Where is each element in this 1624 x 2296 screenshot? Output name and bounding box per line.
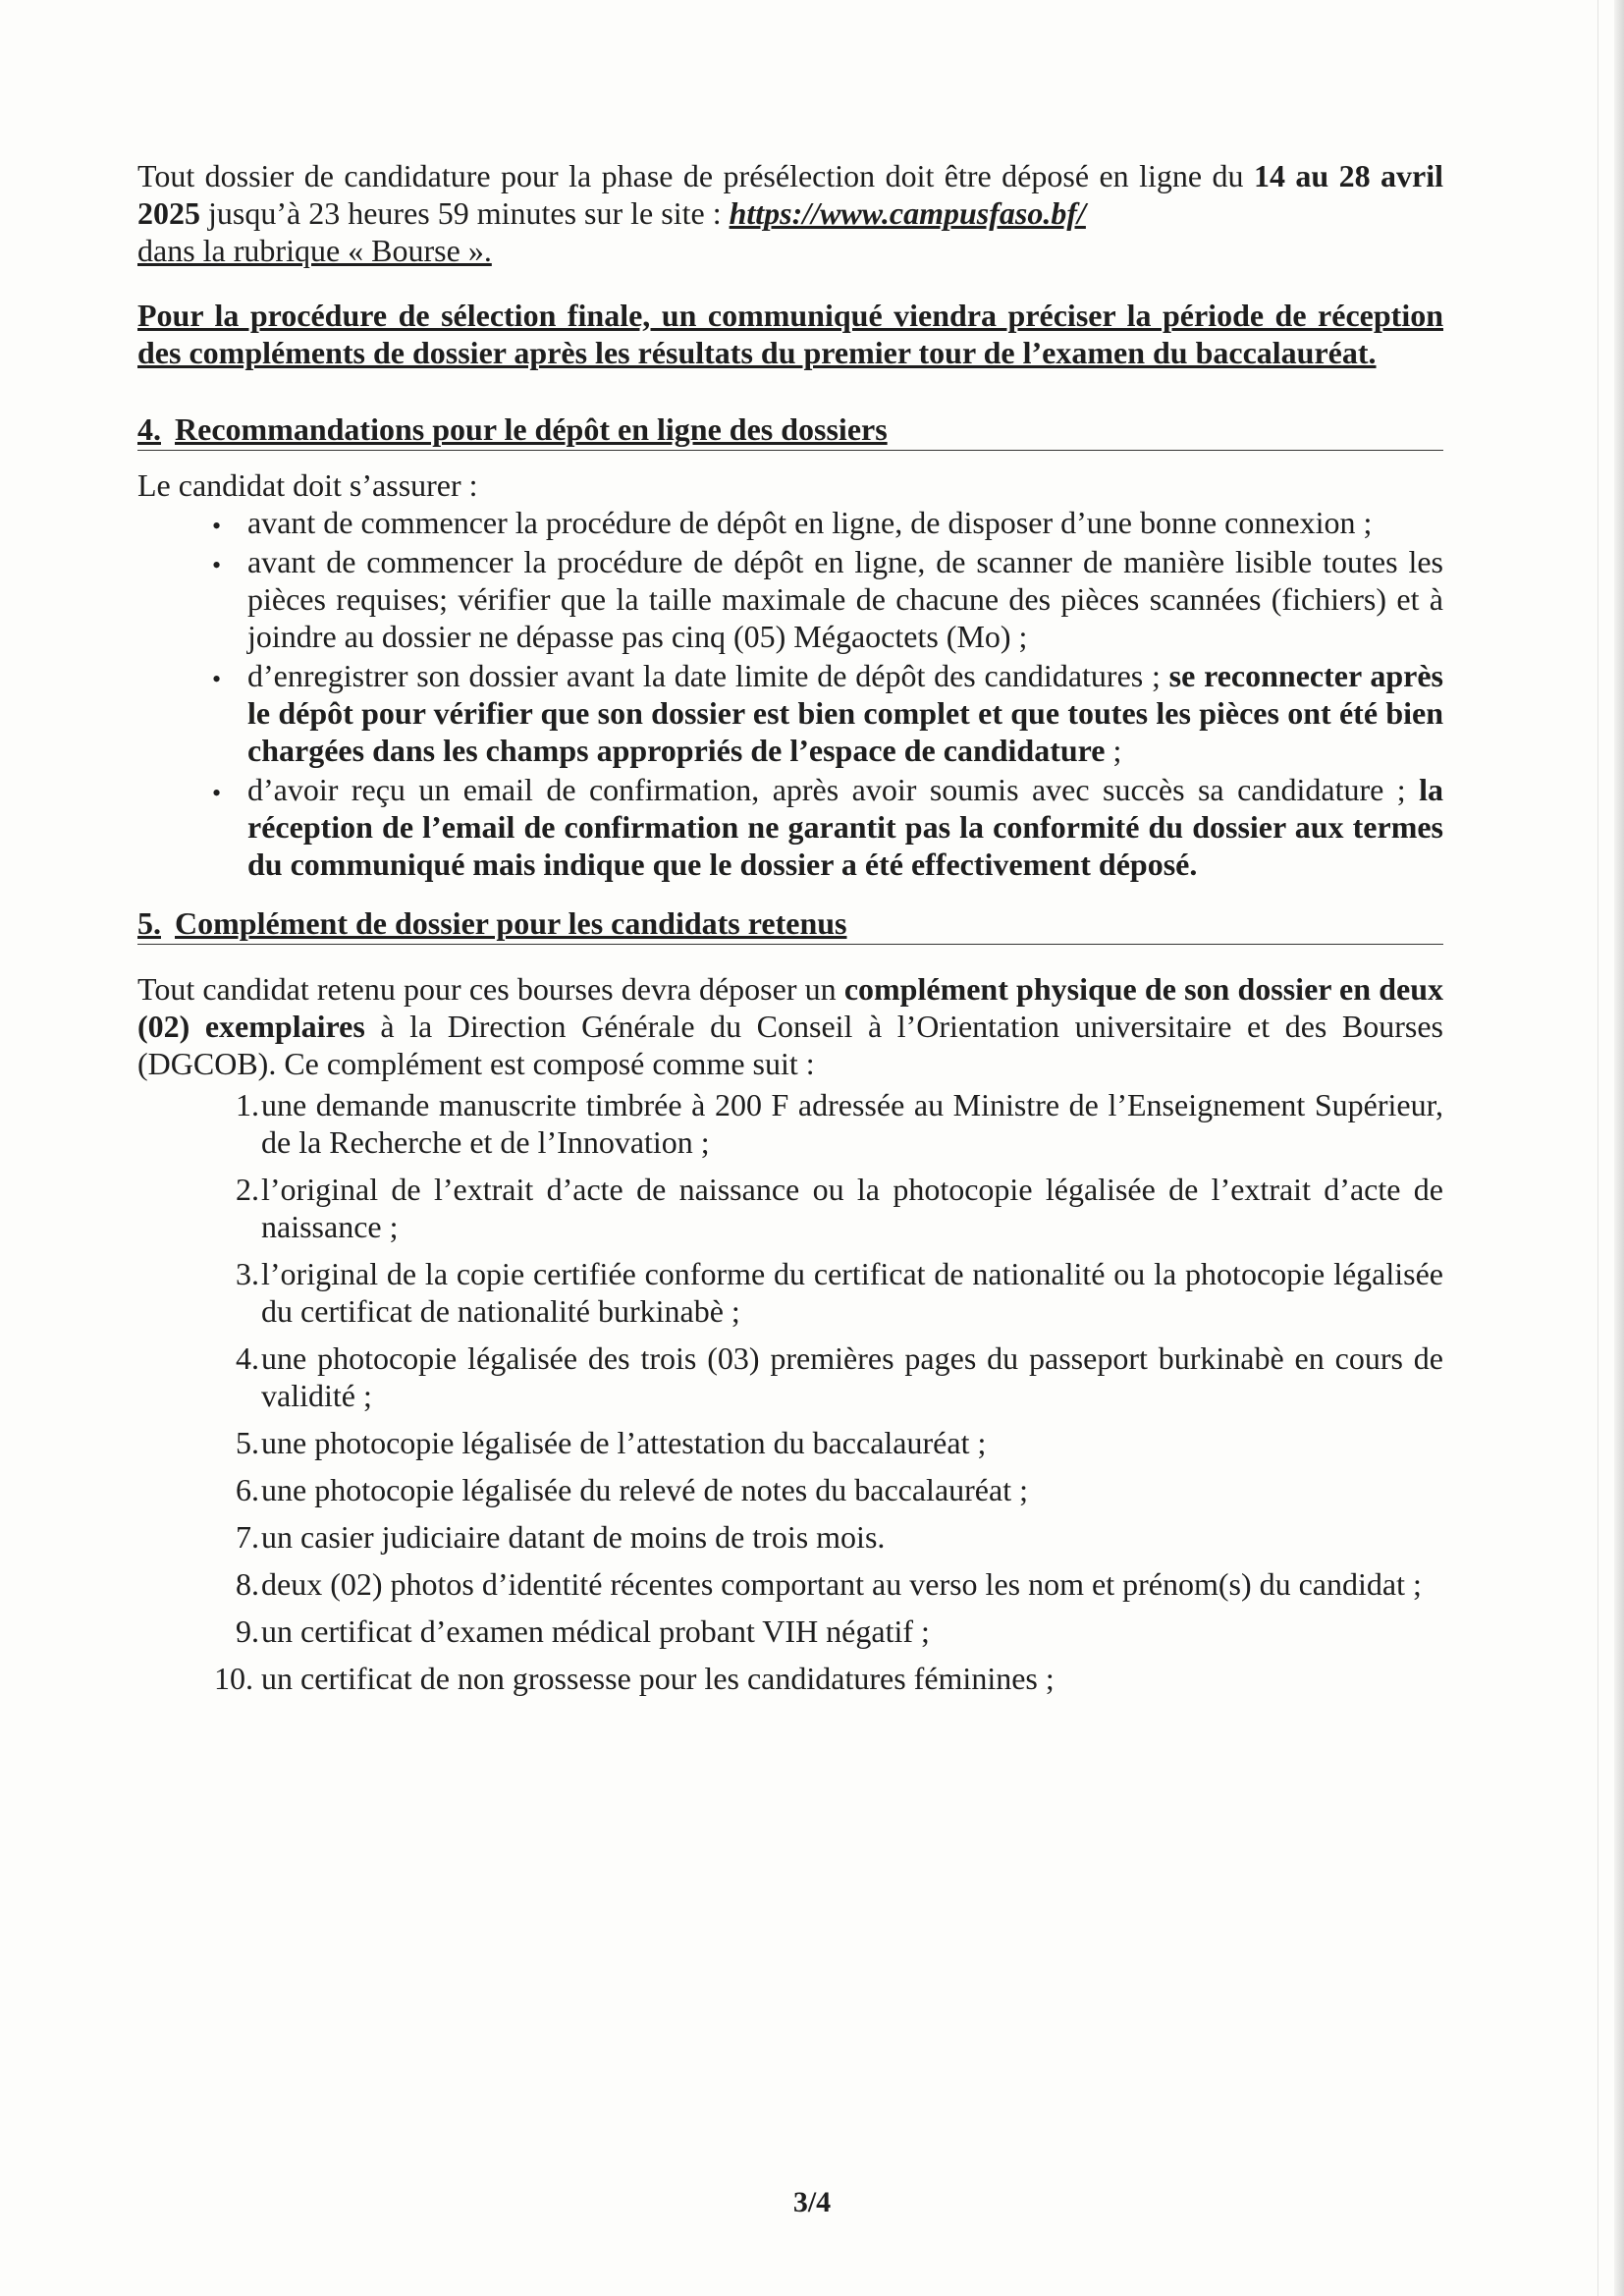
intro-paragraph [137,157,1443,269]
intro-text-2: jusqu’à 23 heures 59 minutes sur le site : [200,195,730,231]
item-number: 1. [236,1087,259,1122]
item-text: un certificat de non grossesse pour les candidatures féminines ; [261,1661,1055,1696]
final-selection-notice: Pour la procédure de sélection finale, un communiqué viendra préciser la période de réception des compléments de dossier après les résultats du premier tour de l’examen du baccalauréat. [137,298,1443,370]
section-4-heading [137,410,1443,451]
section-4-number: 4. [137,411,161,447]
list-item [220,1471,1443,1508]
scan-edge-shadow [1614,0,1624,2296]
section-5-bold: complément physique de son dossier en deux (02) exemplaires [137,971,1444,1044]
bullet-3-end: ; [1105,733,1122,768]
list-item [196,771,1443,883]
item-text: l’original de l’extrait d’acte de naissance ou la photocopie légalisée de l’extrait d’acte de naissance ; [261,1172,1443,1244]
bullet-2-text: avant de commencer la procédure de dépôt en ligne, de scanner de manière lisible toutes les pièces requises; vérifier que la taille maximale de chacune des pièces scannées (fichiers) et à joindre au dossier ne dépasse pas cinq (05) Mégaoctets (Mo) ; [247,544,1443,654]
bullet-3-bold: se reconnecter après le dépôt pour vérifier que son dossier est bien complet et que toutes les pièces ont été bien chargées dans les champs appropriés de l’espace de candidature [247,658,1444,768]
item-number: 3. [236,1256,259,1291]
intro-text-3: dans la rubrique « Bourse ». [137,233,492,268]
bullet-1-text: avant de commencer la procédure de dépôt en ligne, de disposer d’une bonne connexion ; [247,505,1373,540]
item-number: 6. [236,1472,259,1507]
section-5-paragraph [137,970,1443,1082]
list-item [220,1424,1443,1461]
bullet-icon: • [212,512,222,540]
item-text: une photocopie légalisée des trois (03) premières pages du passeport burkinabè en cours de validité ; [261,1340,1443,1413]
item-text: deux (02) photos d’identité récentes comportant au verso les nom et prénom(s) du candidat ; [261,1566,1422,1602]
list-item [220,1255,1443,1330]
item-number: 10. [214,1661,253,1696]
item-number: 2. [236,1172,259,1207]
intro-dates: 14 au 28 avril 2025 [137,158,1444,231]
intro-text-1: Tout dossier de candidature pour la phase de présélection doit être déposé en ligne du [137,158,1254,193]
item-number: 9. [236,1613,259,1649]
section-5-text-1: Tout candidat retenu pour ces bourses devra déposer un [137,971,844,1007]
section-5-number: 5. [137,905,161,941]
list-item [196,657,1443,769]
section-4-title: Recommandations pour le dépôt en ligne des dossiers [175,411,888,447]
item-text: une photocopie légalisée du relevé de notes du baccalauréat ; [261,1472,1028,1507]
list-item [220,1613,1443,1650]
document-page [137,157,1443,1707]
list-item [196,504,1443,541]
item-number: 4. [236,1340,259,1376]
list-item [220,1339,1443,1414]
section-5-heading [137,904,1443,945]
bullet-4-text: d’avoir reçu un email de confirmation, après avoir soumis avec succès sa candidature ; [247,772,1420,807]
scan-edge-line [1597,0,1598,2296]
recommendations-list [137,504,1443,883]
documents-list [137,1086,1443,1697]
item-text: une photocopie légalisée de l’attestation du baccalauréat ; [261,1425,987,1460]
list-item [220,1171,1443,1245]
item-number: 5. [236,1425,259,1460]
item-number: 7. [236,1519,259,1555]
item-text: l’original de la copie certifiée conforme du certificat de nationalité ou la photocopie légalisée du certificat de nationalité burkinabè ; [261,1256,1443,1329]
item-text: un certificat d’examen médical probant VIH négatif ; [261,1613,930,1649]
section-4-lead: Le candidat doit s’assurer : [137,467,478,503]
list-item [214,1660,1443,1697]
list-item [220,1086,1443,1161]
list-item [196,543,1443,655]
campusfaso-link[interactable]: https://www.campusfaso.bf/ [729,195,1086,231]
item-number: 8. [236,1566,259,1602]
list-item [220,1565,1443,1603]
item-text: un casier judiciaire datant de moins de trois mois. [261,1519,886,1555]
item-text: une demande manuscrite timbrée à 200 F adressée au Ministre de l’Enseignement Supérieur, de la Recherche et de l’Innovation ; [261,1087,1443,1160]
bullet-icon: • [212,665,222,693]
bullet-4-bold: la réception de l’email de confirmation ne garantit pas la conformité du dossier aux termes du communiqué mais indique que le dossier a été effectivement déposé. [247,772,1443,882]
bullet-icon: • [212,551,222,579]
section-5-title: Complément de dossier pour les candidats retenus [175,905,847,941]
bullet-3-text: d’enregistrer son dossier avant la date limite de dépôt des candidatures ; [247,658,1169,693]
section-5-text-2: à la Direction Générale du Conseil à l’Orientation universitaire et des Bourses (DGCOB). Ce complément est composé comme suit : [137,1009,1444,1081]
list-item [220,1518,1443,1556]
page-number: 3/4 [792,2186,832,2218]
bullet-icon: • [212,779,222,807]
